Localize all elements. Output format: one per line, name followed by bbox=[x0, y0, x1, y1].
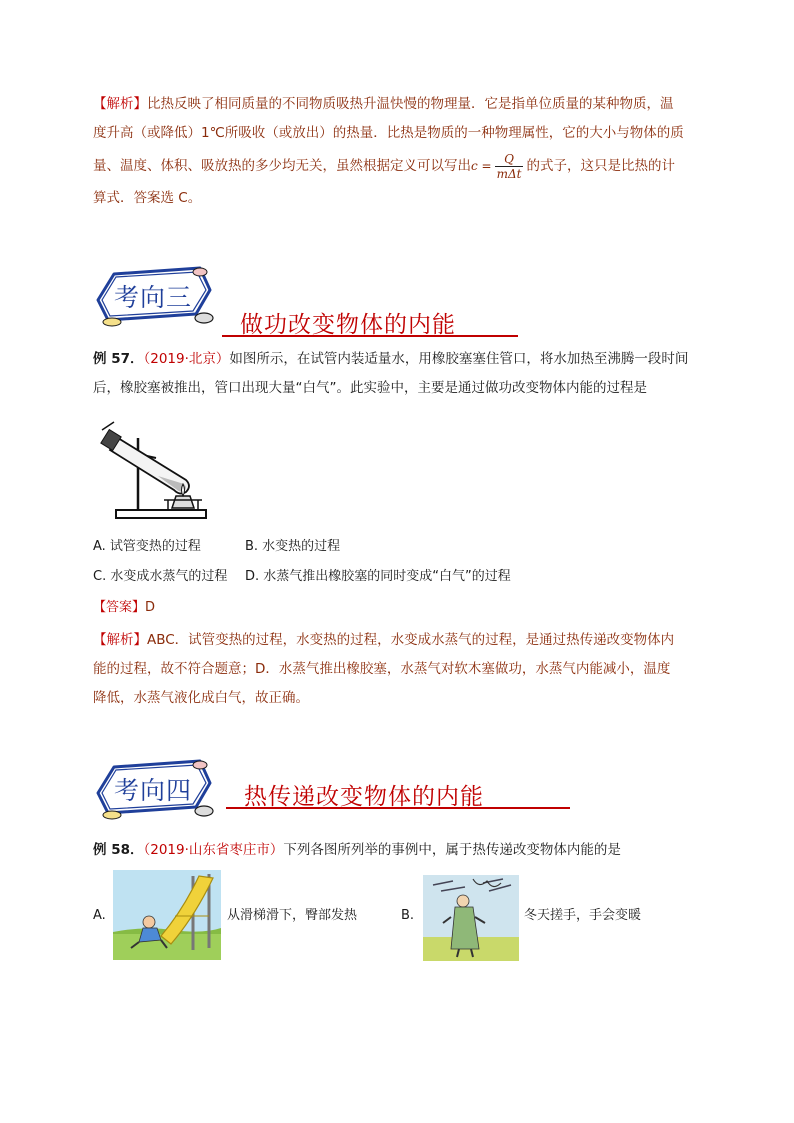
example-57-line-1: 例 57．（2019·北京）如图所示，在试管内装适量水，用橡胶塞塞住管口，将水加热至沸腾一段时间 bbox=[93, 351, 689, 367]
example-source: （2019·北京） bbox=[143, 351, 230, 367]
option-a-text: 从滑梯滑下，臀部发热 bbox=[227, 908, 358, 923]
analysis-2-line-1: 【解析】ABC．试管变热的过程，水变热的过程，水变成水蒸气的过程，是通过热传递改变物体内 bbox=[93, 632, 675, 648]
formula-denominator: mΔt bbox=[496, 166, 522, 181]
answer-value: D bbox=[145, 600, 156, 615]
analysis-tag: 【解析】 bbox=[93, 96, 147, 112]
test-tube-apparatus-figure bbox=[98, 418, 210, 524]
example-57-stem bbox=[93, 345, 703, 403]
answer-line bbox=[93, 598, 155, 618]
option-d: D. 水蒸气推出橡胶塞的同时变成“白气”的过程 bbox=[245, 569, 511, 584]
example-58-stem: 例 58．（2019·山东省枣庄市）下列各图所列举的事例中，属于热传递改变物体内能的是 bbox=[93, 842, 621, 858]
analysis-2-line-2: 能的过程，故不符合题意；D．水蒸气推出橡胶塞，水蒸气对软木塞做功，水蒸气内能减小，温度 bbox=[93, 661, 671, 677]
analysis-line-4: 算式．答案选 C。 bbox=[93, 190, 202, 206]
analysis-line-1: 【解析】比热反映了相同质量的不同物质吸热升温快慢的物理量．它是指单位质量的某种物质，温 bbox=[93, 96, 674, 112]
analysis-paragraph-1 bbox=[93, 90, 703, 213]
option-a: A. 试管变热的过程 bbox=[93, 539, 201, 554]
formula-numerator: Q bbox=[495, 152, 524, 167]
section-title-4: 热传递改变物体的内能 bbox=[244, 784, 484, 810]
section-badge-3 bbox=[92, 262, 222, 330]
option-b: B. 水变热的过程 bbox=[245, 539, 341, 554]
example-label: 例 58． bbox=[93, 842, 144, 858]
section-title-underline-3 bbox=[222, 335, 518, 337]
section-title-3: 做功改变物体的内能 bbox=[240, 312, 456, 338]
option-b-text: 冬天搓手，手会变暖 bbox=[524, 908, 642, 923]
analysis-paragraph-2 bbox=[93, 626, 703, 713]
answer-tag: 【答案】 bbox=[93, 600, 146, 615]
option-b-letter: B. bbox=[401, 908, 415, 923]
section-badge-label: 考向四 bbox=[114, 776, 193, 805]
section-badge-label: 考向三 bbox=[114, 283, 193, 312]
analysis-tag: 【解析】 bbox=[93, 632, 147, 648]
analysis-2-line-3: 降低，水蒸气液化成白气，故正确。 bbox=[93, 690, 309, 706]
example-label: 例 57． bbox=[93, 351, 144, 367]
slide-illustration bbox=[113, 870, 221, 960]
formula-fraction bbox=[495, 152, 524, 181]
formula-lhs: c = bbox=[471, 159, 492, 173]
hand-rubbing-illustration bbox=[423, 875, 519, 961]
section-badge-4 bbox=[92, 755, 222, 823]
option-a-letter: A. bbox=[93, 908, 106, 923]
section-title-underline-4 bbox=[226, 807, 570, 809]
example-57-line-2: 后，橡胶塞被推出，管口出现大量“白气”。此实验中，主要是通过做功改变物体内能的过程是 bbox=[93, 380, 647, 396]
analysis-line-2: 度升高（或降低）1℃所吸收（或放出）的热量．比热是物质的一种物理属性，它的大小与物体的质 bbox=[93, 125, 684, 141]
analysis-line-3: 量、温度、体积、吸放热的多少均无关，虽然根据定义可以写出c = $\frac{Q}{\text{mΔt}}$ 的式子，这只是比热的计 bbox=[93, 151, 675, 181]
option-c: C. 水变成水蒸气的过程 bbox=[93, 569, 228, 584]
example-source: （2019·山东省枣庄市） bbox=[143, 842, 284, 858]
